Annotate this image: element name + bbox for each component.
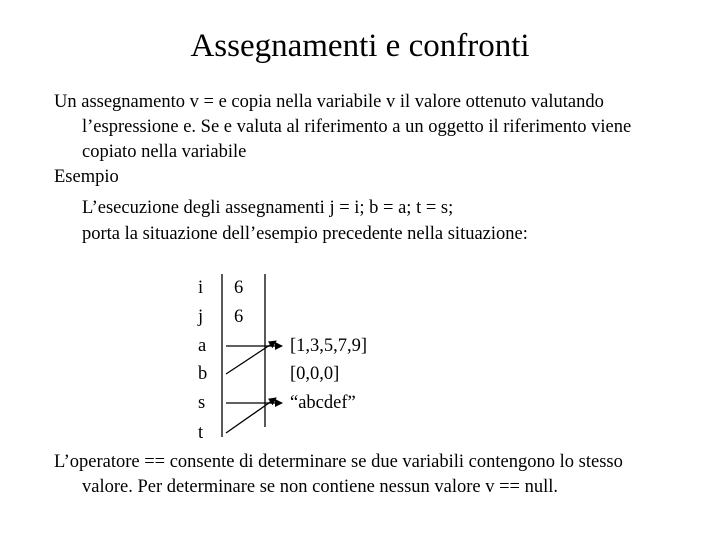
reference-arrow-t xyxy=(226,398,276,433)
example-line-1: L’esecuzione degli assegnamenti j = i; b = a; t = s; xyxy=(82,198,454,218)
var-j: j xyxy=(198,307,204,327)
value-j: 6 xyxy=(234,307,244,327)
closing-line-2: valore. Per determinare se non contiene nessun valore v == null. xyxy=(82,477,559,497)
closing-paragraph xyxy=(54,450,704,500)
intro-line-2: l’espressione e. Se e valuta al riferimento a un oggetto il riferimento viene xyxy=(82,117,632,137)
object-array-b: [0,0,0] xyxy=(290,364,340,384)
closing-line-1: L’operatore == consente di determinare se due variabili contengono lo stesso xyxy=(54,452,623,472)
var-t: t xyxy=(198,423,204,443)
object-string-s: “abcdef” xyxy=(290,393,356,413)
intro-line-3: copiato nella variabile xyxy=(82,142,247,162)
var-i: i xyxy=(198,278,204,298)
var-a: a xyxy=(198,336,207,356)
slide-title: Assegnamenti e confronti xyxy=(190,28,530,64)
object-array-a: [1,3,5,7,9] xyxy=(290,336,368,356)
var-s: s xyxy=(198,393,206,413)
intro-line-1: Un assegnamento v = e copia nella variabile v il valore ottenuto valutando xyxy=(54,92,604,112)
example-heading: Esempio xyxy=(54,167,119,187)
intro-paragraph xyxy=(54,90,704,165)
var-b: b xyxy=(198,364,208,384)
reference-arrow-b xyxy=(226,341,276,374)
value-i: 6 xyxy=(234,278,244,298)
example-line-2: porta la situazione dell’esempio precedente nella situazione: xyxy=(82,224,528,244)
